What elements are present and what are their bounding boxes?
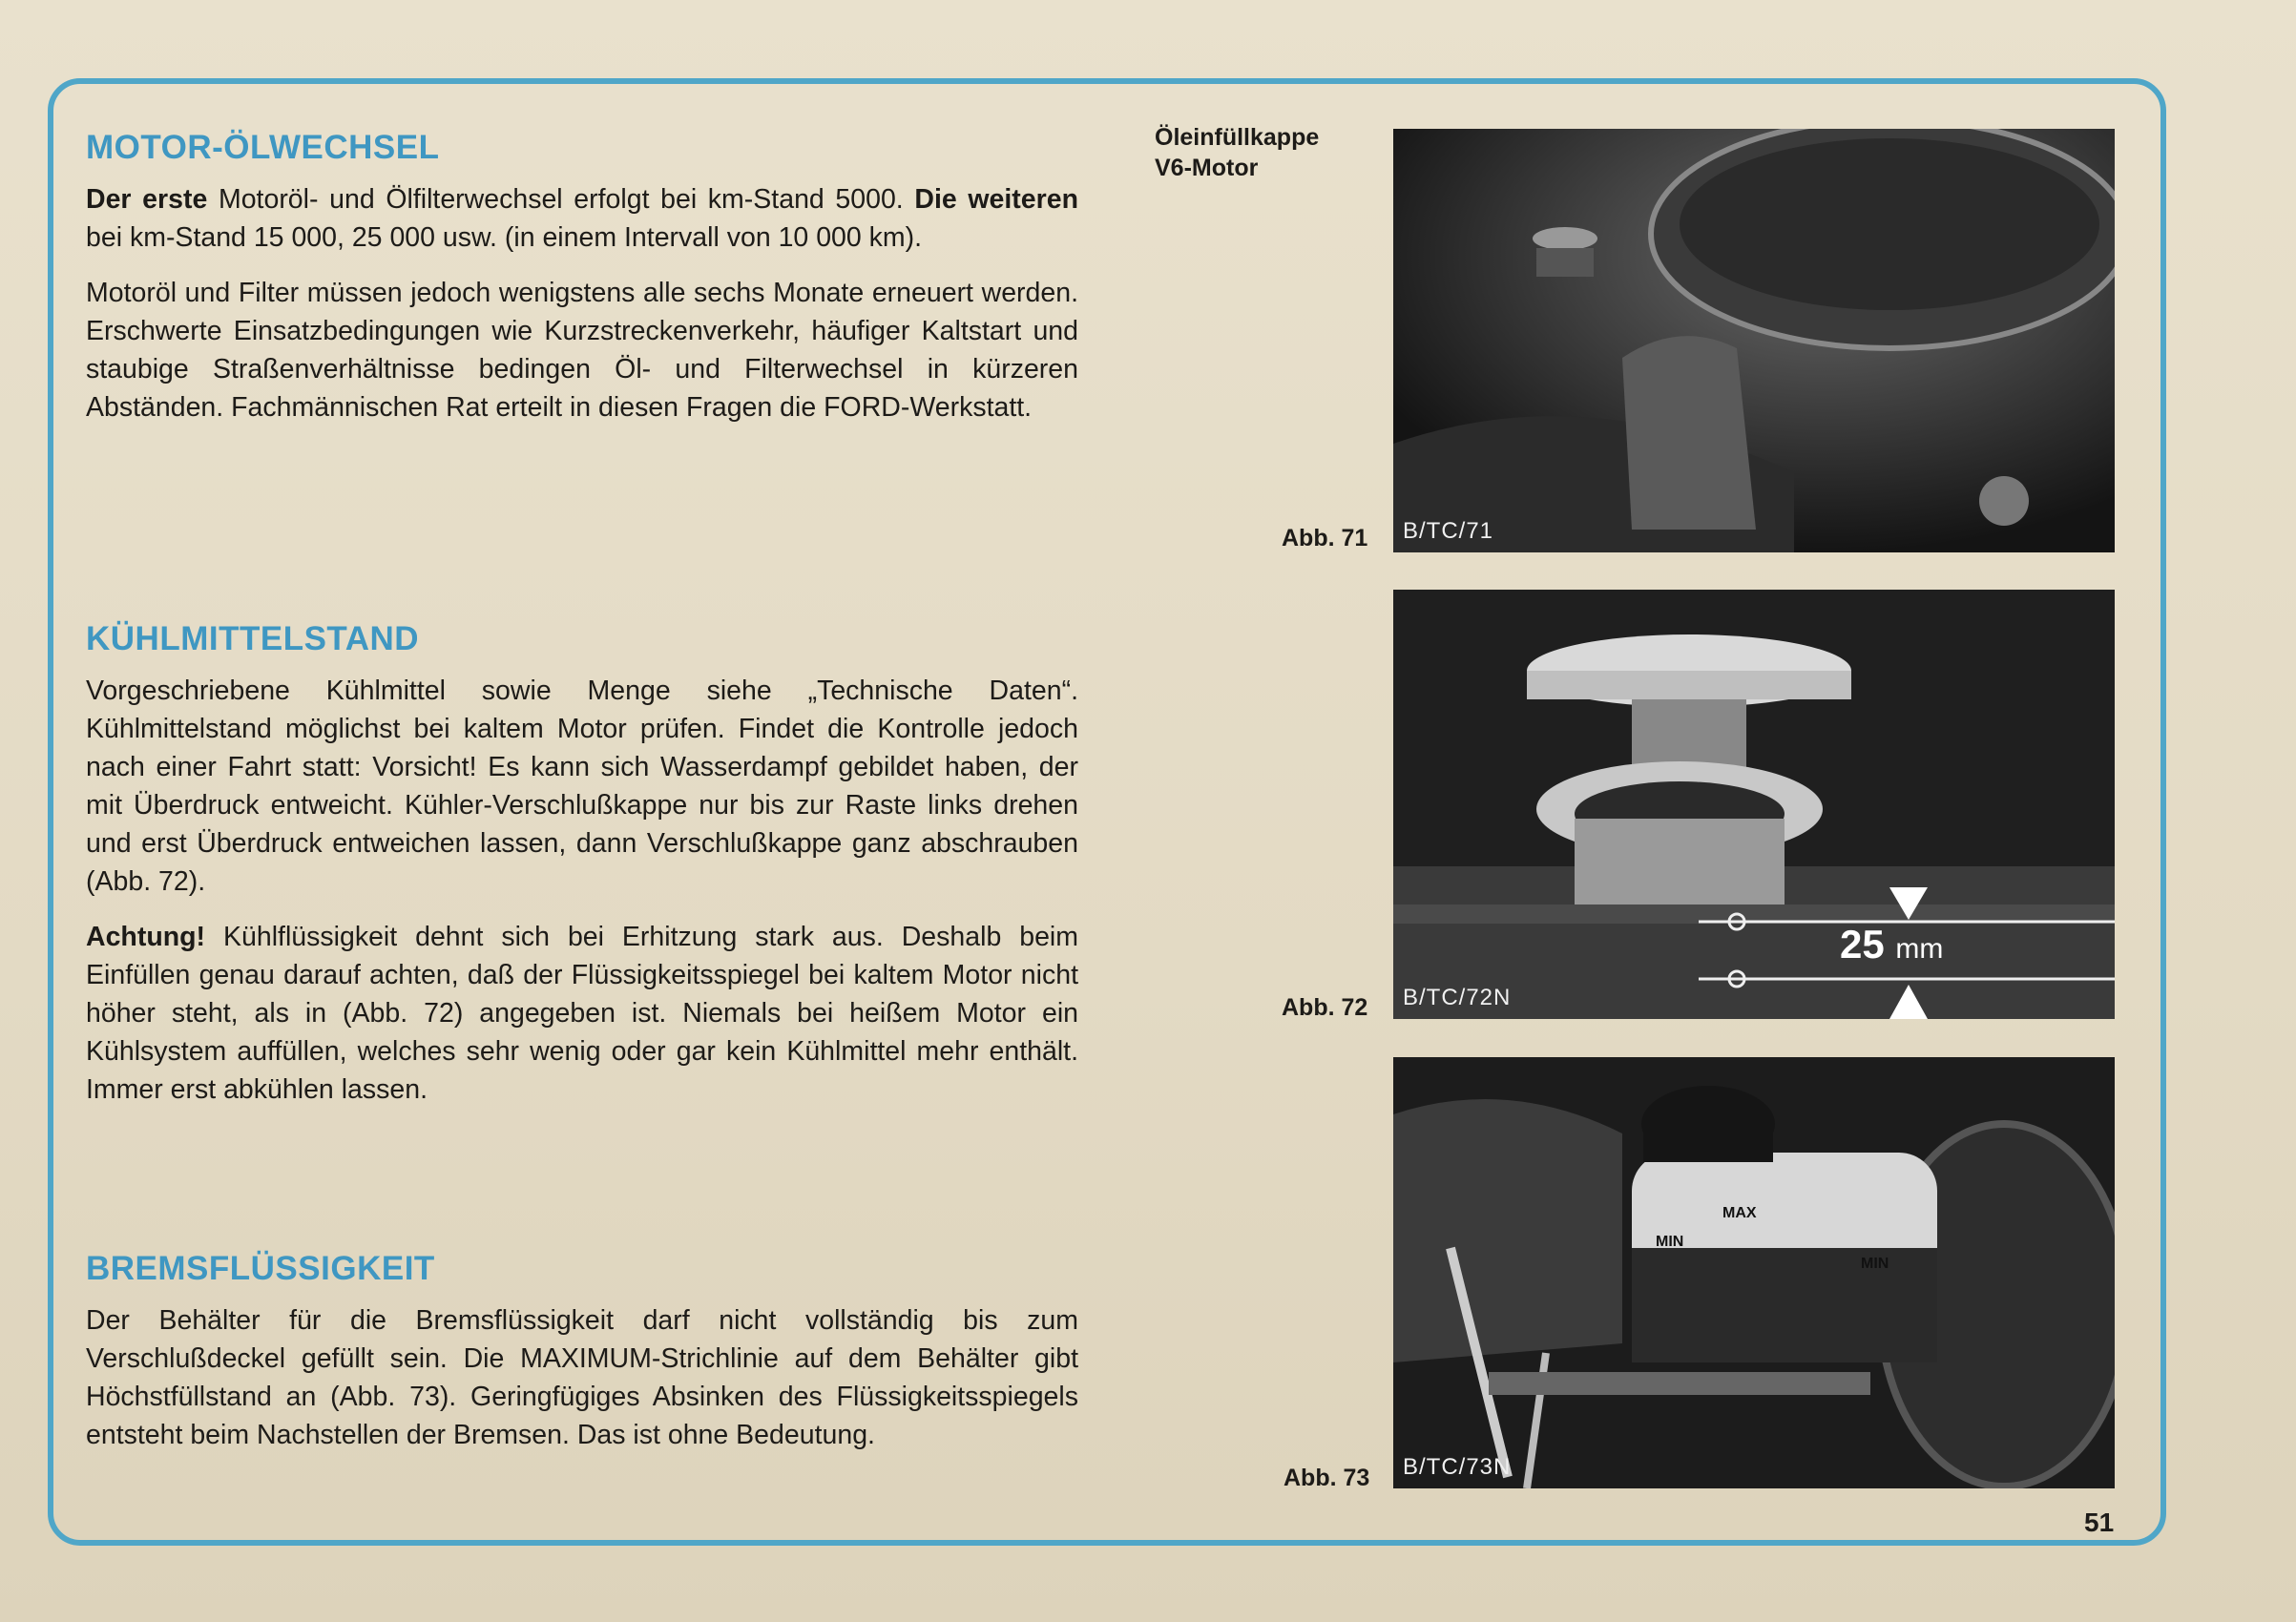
photo-code-72: B/TC/72N [1403,985,1512,1010]
coolant-text: Kühlflüssigkeit dehnt sich bei Erhitzung stark aus. Deshalb beim Einfüllen genau darauf achten, daß der Flüssigkeitsspiegel bei kaltem Motor nicht höher steht, als in (Abb. 72) angegeben ist. Niemals bei heißem Motor ein Kühlsystem auffüllen, welches sehr wenig oder gar kein Kühlmittel mehr enthält. Immer erst abkühlen lassen. [86,922,1078,1105]
heading-oil-change: MOTOR-ÖLWECHSEL [86,129,440,166]
section-brake-fluid [86,1250,1078,1471]
measure-unit: mm [1895,933,1944,965]
min-mark-right: MIN [1861,1256,1889,1272]
engine-photo-71 [1393,129,2115,552]
photo-brake-reservoir [1393,1057,2115,1488]
heading-brake-fluid: BREMSFLÜSSIGKEIT [86,1250,435,1287]
figure-label-72: Abb. 72 [1282,994,1368,1021]
photo-code-71: B/TC/71 [1403,518,1494,544]
photo-oil-filler-cap [1393,129,2115,552]
figure-label-71: Abb. 71 [1282,525,1368,551]
coolant-paragraph-2 [86,918,1078,1109]
oil-bold-2: Die weiteren [914,184,1078,215]
heading-coolant: KÜHLMITTELSTAND [86,620,420,657]
oil-text-1: Motoröl- und Ölfilterwechsel erfolgt bei km-Stand 5000. [207,184,915,215]
measure-label [1840,922,1943,967]
coolant-bold: Achtung! [86,922,206,952]
min-mark-left: MIN [1656,1234,1684,1250]
oil-paragraph-2: Motoröl und Filter müssen jedoch wenigstens alle sechs Monate erneuert werden. Erschwerte Einsatzbedingungen wie Kurzstreckenverkehr, häufiger Kaltstart und staubige Straßenverhältnisse bedingen Öl- und Filterwechsel in kürzeren Abständen. Fachmännischen Rat erteilt in diesen Fragen die FORD-Werkstatt. [86,278,1078,423]
coolant-paragraph-1: Vorgeschriebene Kühlmittel sowie Menge siehe „Technische Daten“. Kühlmittelstand möglichst bei kaltem Motor prüfen. Findet die Kontrolle jedoch nach einer Fahrt statt: Vorsicht! Es kann sich Wasserdampf gebildet haben, der mit Überdruck entweicht. Kühler-Verschlußkappe nur bis zur Raste links drehen und erst Überdruck entweichen lassen, dann Verschlußkappe ganz abschrauben (Abb. 72). [86,676,1078,897]
measure-value: 25 [1840,922,1885,967]
photo-code-73: B/TC/73N [1403,1454,1512,1480]
figure-caption [1155,122,1319,183]
brake-paragraph-1: Der Behälter für die Bremsflüssigkeit darf nicht vollständig bis zum Verschlußdeckel gefüllt sein. Die MAXIMUM-Strichlinie auf dem Behälter gibt Höchstfüllstand an (Abb. 73). Geringfügiges Absinken des Flüssigkeitsspiegels entsteht beim Nachstellen der Bremsen. Das ist ohne Bedeutung. [86,1305,1078,1450]
caption-line-2: V6-Motor [1155,155,1259,181]
oil-bold-1: Der erste [86,184,208,215]
oil-text-2: bei km-Stand 15 000, 25 000 usw. (in einem Intervall von 10 000 km). [86,222,923,253]
figure-label-73: Abb. 73 [1284,1465,1370,1491]
photo-coolant-cap [1393,590,2115,1019]
section-oil-change [86,129,1078,444]
caption-line-1: Öleinfüllkappe [1155,124,1320,151]
max-mark: MAX [1722,1205,1757,1221]
radiator-photo-72 [1393,590,2115,1019]
oil-paragraph-1 [86,180,1078,257]
brake-photo-73 [1393,1057,2115,1488]
section-coolant [86,620,1078,1126]
page-number: 51 [2084,1508,2115,1537]
